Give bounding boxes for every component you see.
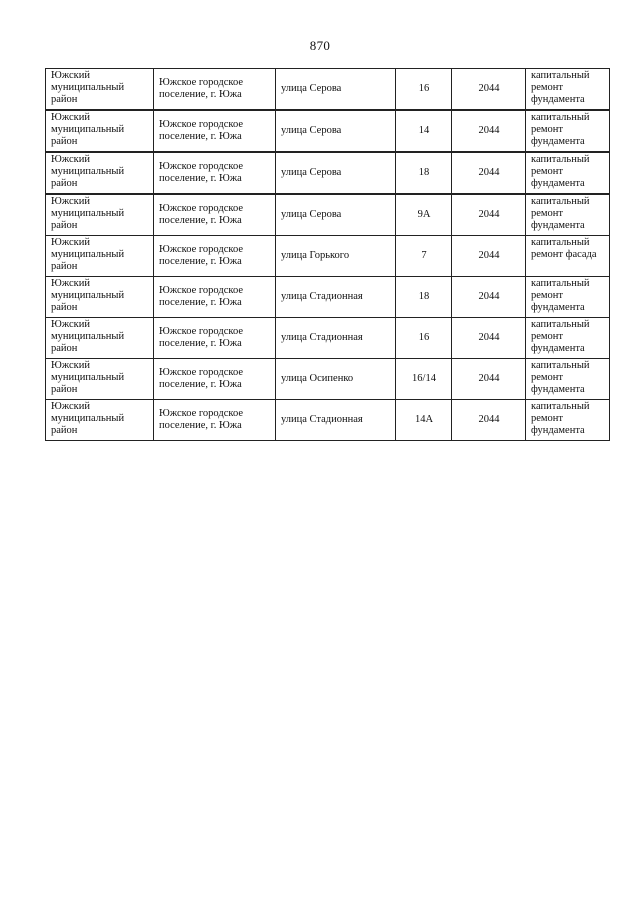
house-cell: 18	[396, 277, 452, 318]
house-cell: 16	[396, 318, 452, 359]
work-type-cell: капитальный ремонт фундамента	[526, 110, 610, 152]
house-cell: 16/14	[396, 359, 452, 400]
settlement-cell: Южское городское поселение, г. Южа	[154, 194, 276, 236]
district-cell: Южский муниципальный район	[46, 69, 154, 111]
district-cell: Южский муниципальный район	[46, 194, 154, 236]
table-row	[46, 359, 610, 400]
table-row	[46, 400, 610, 441]
settlement-cell: Южское городское поселение, г. Южа	[154, 359, 276, 400]
year-cell: 2044	[452, 152, 526, 194]
table-row	[46, 318, 610, 359]
table-row	[46, 110, 610, 152]
house-cell: 16	[396, 69, 452, 111]
street-cell: улица Горького	[276, 236, 396, 277]
year-cell: 2044	[452, 400, 526, 441]
settlement-cell: Южское городское поселение, г. Южа	[154, 277, 276, 318]
house-cell: 18	[396, 152, 452, 194]
settlement-cell: Южское городское поселение, г. Южа	[154, 69, 276, 111]
district-cell: Южский муниципальный район	[46, 110, 154, 152]
year-cell: 2044	[452, 359, 526, 400]
table-row	[46, 194, 610, 236]
house-cell: 9А	[396, 194, 452, 236]
table-row	[46, 69, 610, 111]
house-cell: 7	[396, 236, 452, 277]
district-cell: Южский муниципальный район	[46, 277, 154, 318]
district-cell: Южский муниципальный район	[46, 359, 154, 400]
registry-table	[45, 68, 610, 441]
street-cell: улица Стадионная	[276, 318, 396, 359]
page-number: 870	[309, 38, 331, 53]
year-cell: 2044	[452, 194, 526, 236]
street-cell: улица Стадионная	[276, 400, 396, 441]
work-type-cell: капитальный ремонт фундамента	[526, 69, 610, 111]
year-cell: 2044	[452, 69, 526, 111]
work-type-cell: капитальный ремонт фундамента	[526, 318, 610, 359]
street-cell: улица Серова	[276, 152, 396, 194]
table-row	[46, 277, 610, 318]
table-row	[46, 152, 610, 194]
street-cell: улица Стадионная	[276, 277, 396, 318]
district-cell: Южский муниципальный район	[46, 152, 154, 194]
work-type-cell: капитальный ремонт фундамента	[526, 152, 610, 194]
settlement-cell: Южское городское поселение, г. Южа	[154, 110, 276, 152]
street-cell: улица Серова	[276, 69, 396, 111]
work-type-cell: капитальный ремонт фундамента	[526, 277, 610, 318]
year-cell: 2044	[452, 110, 526, 152]
house-cell: 14А	[396, 400, 452, 441]
district-cell: Южский муниципальный район	[46, 400, 154, 441]
district-cell: Южский муниципальный район	[46, 318, 154, 359]
house-cell: 14	[396, 110, 452, 152]
settlement-cell: Южское городское поселение, г. Южа	[154, 400, 276, 441]
work-type-cell: капитальный ремонт фундамента	[526, 400, 610, 441]
district-cell: Южский муниципальный район	[46, 236, 154, 277]
street-cell: улица Серова	[276, 194, 396, 236]
year-cell: 2044	[452, 318, 526, 359]
work-type-cell: капитальный ремонт фундамента	[526, 359, 610, 400]
street-cell: улица Осипенко	[276, 359, 396, 400]
work-type-cell: капитальный ремонт фасада	[526, 236, 610, 277]
settlement-cell: Южское городское поселение, г. Южа	[154, 152, 276, 194]
table-row	[46, 236, 610, 277]
settlement-cell: Южское городское поселение, г. Южа	[154, 318, 276, 359]
year-cell: 2044	[452, 277, 526, 318]
street-cell: улица Серова	[276, 110, 396, 152]
year-cell: 2044	[452, 236, 526, 277]
settlement-cell: Южское городское поселение, г. Южа	[154, 236, 276, 277]
work-type-cell: капитальный ремонт фундамента	[526, 194, 610, 236]
